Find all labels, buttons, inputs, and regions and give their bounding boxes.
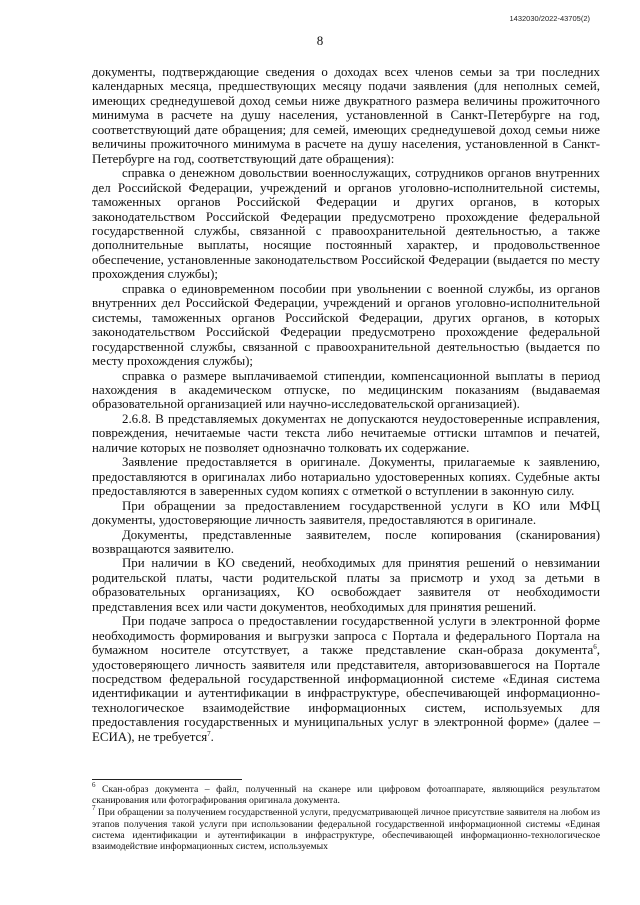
paragraph-ko-information: При наличии в КО сведений, необходимых для принятия решений о невзимании родительской платы, части родительской платы за присмотр и уход за детьми в образовательных организациях, КО освобождает заявителя от необходимости представления всех или части документов, необходимых для принятия решений. — [92, 556, 600, 614]
paragraph-identity-documents: При обращении за предоставлением государственной услуги в КО или МФЦ документы, удостоверяющие личность заявителя, предоставляются в оригинале. — [92, 498, 600, 528]
footnote-7 — [92, 804, 601, 853]
footnotes — [92, 781, 601, 853]
paragraph-income-documents: документы, подтверждающие сведения о доходах всех членов семьи за три последних календарных месяца, предшествующих месяцу подачи заявления (для неполных семей, имеющих среднедушевой доход семьи ниже двукратного размера величины прожиточного минимума в расчете на душу населения, установленной в Санкт-Петербурге на год, соответствующий дате обращения; для семей, имеющих среднедушевой доход семьи ниже величины прожиточного минимума в расчете на душу населения, установленной в Санкт-Петербурге на год, соответствующий дате обращения): — [92, 65, 600, 166]
electronic-request-text-3: . — [210, 729, 214, 744]
document-number: 1432030/2022-43705(2) — [509, 14, 590, 23]
paragraph-stipend-certificate: справка о размере выплачиваемой стипендии, компенсационной выплаты в период нахождения в академическом отпуске, по медицинским показаниям (выдаваемая образовательной организацией или научно-исследовательской организацией). — [92, 368, 600, 412]
footnote-number: 6 — [92, 781, 96, 789]
paragraph-salary-certificate: справка о денежном довольствии военнослужащих, сотрудников органов внутренних дел Российской Федерации, учреждений и органов уголовно-исполнительной системы, таможенных органов Российской Федерации и других органов, в которых законодательством Российской Федерации предусмотрено прохождение федеральной государственной службы, связанной с правоохранительной деятельностью, а также дополнительные выплаты, носящие постоянный характер, и продовольственное обеспечение, установленные законодательством Российской Федерации (выдается по месту прохождения службы); — [92, 166, 600, 282]
page-number: 8 — [316, 33, 324, 48]
footnote-ref-7: 7 — [207, 729, 211, 738]
electronic-request-text-2: , удостоверяющего личность заявителя или представителя, авторизовавшегося на Портале посредством федеральной государственной информационной системе «Единая система идентификации и аутентификации в инфраструктуре, обеспечивающей информационно-технологическое взаимодействие информационных систем, используемых для предоставления государственных и муниципальных услуг в электронной форме» (далее – ЕСИА), не требуется — [92, 643, 600, 744]
paragraph-originals: Заявление предоставляется в оригинале. Документы, прилагаемые к заявлению, предоставляются в оригиналах либо нотариально удостоверенных копиях. Судебные акты предоставляются в заверенных судом копиях с отметкой о вступлении в законную силу. — [92, 455, 600, 499]
paragraph-2-6-8: 2.6.8. В представляемых документах не допускаются неудостоверенные исправления, повреждения, нечитаемые части текста либо нечитаемые оттиски штампов и печатей, наличие которых не позволяет однозначно толковать их содержание. — [92, 411, 600, 455]
footnote-number: 7 — [92, 804, 96, 813]
footnote-text: При обращении за получением государственной услуги, предусматривающей личное присутствие заявителя на любом из этапов получения такой услуги при использовании федеральной государственной информационной системы «Единая система идентификации и аутентификации в инфраструктуре, обеспечивающей информационно-технологическое взаимодействие информационных систем, используемых — [92, 807, 601, 853]
document-body — [92, 65, 600, 744]
footnote-6 — [92, 781, 600, 807]
electronic-request-text-1: При подаче запроса о предоставлении государственной услуги в электронной форме необходимость формирования и выгрузки запроса с Портала и федерального Портала на бумажном носителе отсутствует, а также представление скан-образа документа — [92, 614, 600, 658]
footnote-text: Скан-образ документа – файл, полученный на сканере или цифровом фотоаппарате, являющийся результатом сканирования или фотографирования оригинала документа. — [92, 784, 600, 807]
paragraph-dismissal-allowance: справка о единовременном пособии при увольнении с военной службы, из органов внутренних дел Российской Федерации, учреждений и органов уголовно-исполнительной системы, таможенных органов Российской Федерации, других органов, в которых законодательством Российской Федерации предусмотрено прохождение федеральной государственной службы, связанной с правоохранительной деятельностью (выдается по месту прохождения службы); — [92, 281, 600, 369]
paragraph-electronic-request — [92, 614, 600, 744]
footnote-separator — [92, 779, 242, 780]
footnote-ref-6: 6 — [593, 643, 597, 652]
paragraph-documents-returned: Документы, представленные заявителем, после копирования (сканирования) возвращаются заявителю. — [92, 527, 600, 556]
